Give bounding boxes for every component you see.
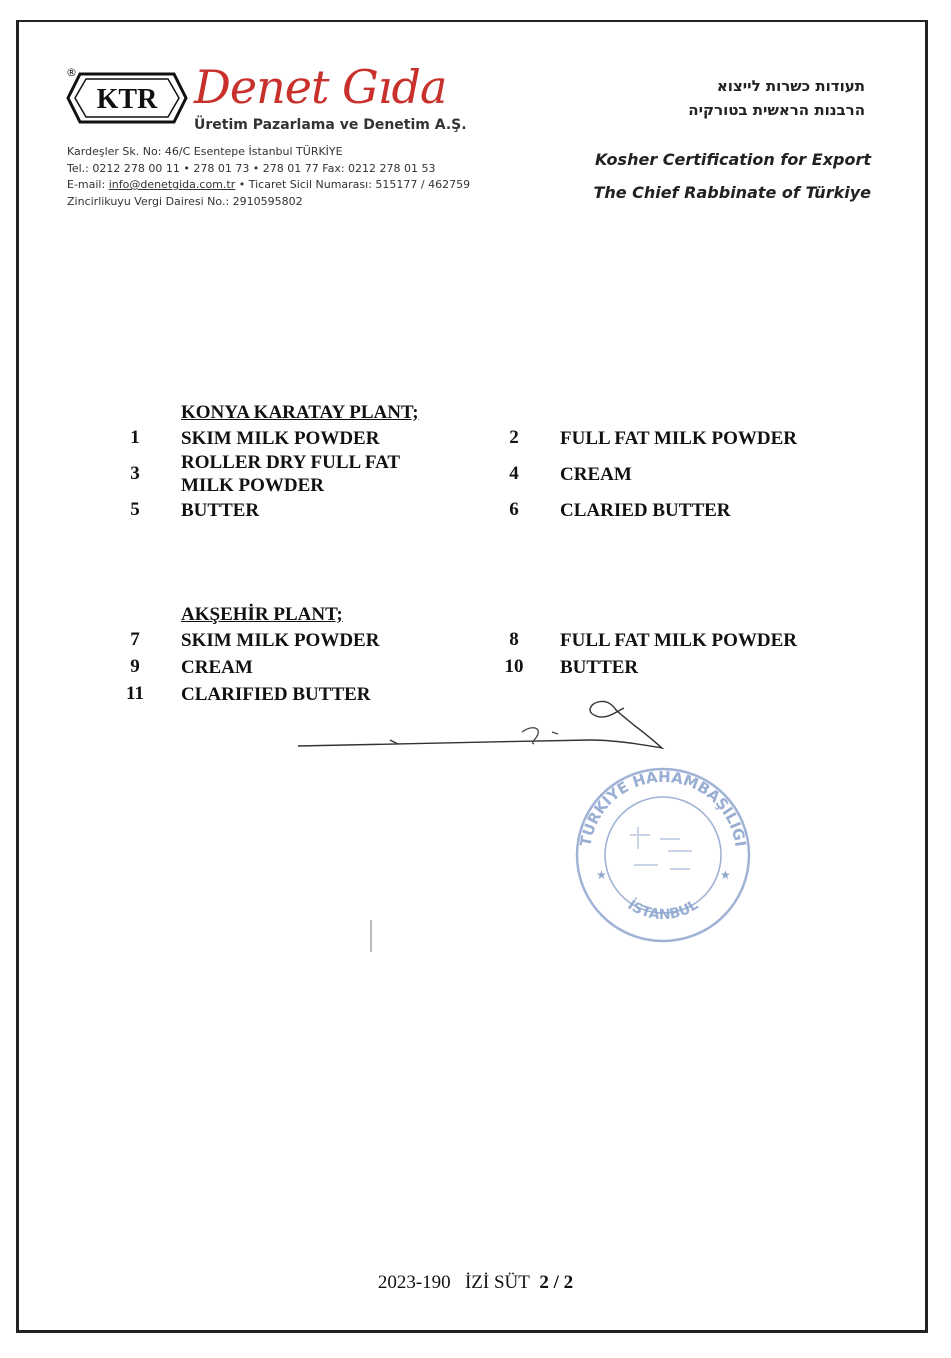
svg-text:★: ★ <box>720 868 731 882</box>
item-name: CREAM <box>181 657 253 678</box>
item-number: 10 <box>504 656 524 677</box>
hebrew-line-1: תעודות כשרות לייצוא <box>716 77 865 95</box>
item-name-line-1: ROLLER DRY FULL FAT <box>181 452 401 473</box>
address-line: Kardeşler Sk. No: 46/C Esentepe İstanbul TÜRKİYE <box>67 145 343 158</box>
item-number: 2 <box>509 427 519 448</box>
section-title-konya: KONYA KARATAY PLANT; <box>181 402 419 423</box>
registry-number: • Ticaret Sicil Numarası: 515177 / 462759 <box>235 178 471 191</box>
kosher-line-1: Kosher Certification for Export <box>595 150 871 169</box>
item-number: 6 <box>509 499 519 520</box>
kosher-line-2: The Chief Rabbinate of Türkiye <box>593 183 871 202</box>
item-name: CLARIED BUTTER <box>560 500 731 521</box>
item-number: 7 <box>130 629 140 650</box>
item-number: 11 <box>126 683 144 704</box>
company-address <box>67 144 470 210</box>
phone-line: Tel.: 0212 278 00 11 • 278 01 73 • 278 01 77 Fax: 0212 278 01 53 <box>67 161 436 175</box>
svg-text:İSTANBUL: İSTANBUL <box>624 897 702 924</box>
page-footer <box>0 1272 951 1294</box>
item-name: CREAM <box>560 464 632 485</box>
registered-mark: ® <box>66 66 77 79</box>
signature-icon <box>290 690 670 760</box>
email-label: E-mail: <box>67 178 109 191</box>
item-number: 8 <box>509 629 519 650</box>
section-title-aksehir: AKŞEHİR PLANT; <box>181 604 343 625</box>
item-number: 1 <box>130 427 140 448</box>
item-name: FULL FAT MILK POWDER <box>560 630 797 651</box>
item-name: CLARIFIED BUTTER <box>181 684 371 705</box>
item-name: FULL FAT MILK POWDER <box>560 428 797 449</box>
brand-name: Denet Gıda <box>194 60 447 114</box>
svg-text:TÜRKİYE HAHAMBAŞILIĞI: TÜRKİYE HAHAMBAŞILIĞI <box>576 767 750 848</box>
document-code: İZİ SÜT <box>464 1272 530 1293</box>
item-name: BUTTER <box>181 500 260 521</box>
kosher-heading <box>531 143 871 209</box>
ktr-logo-icon <box>66 66 188 130</box>
email-link[interactable]: info@denetgida.com.tr <box>108 178 236 191</box>
hebrew-line-2: הרבנות הראשית בטורקיה <box>688 101 865 119</box>
item-number: 5 <box>130 499 140 520</box>
tax-line: Zincirlikuyu Vergi Dairesi No.: 2910595802 <box>67 194 303 208</box>
email-line <box>67 177 470 194</box>
brand-subtitle: Üretim Pazarlama ve Denetim A.Ş. <box>194 117 467 133</box>
svg-text:★: ★ <box>596 868 607 882</box>
hebrew-heading <box>565 74 865 122</box>
item-name: SKIM MILK POWDER <box>181 630 380 651</box>
svg-text:KTR: KTR <box>96 84 158 115</box>
item-number: 4 <box>509 463 519 484</box>
item-number: 9 <box>130 656 140 677</box>
page-number: 2 / 2 <box>539 1272 574 1293</box>
item-number: 3 <box>130 463 140 484</box>
item-name <box>181 451 400 497</box>
rabbinate-seal-icon <box>568 765 758 945</box>
item-name-line-2: MILK POWDER <box>181 475 325 496</box>
item-name: BUTTER <box>560 657 639 678</box>
scan-mark <box>370 920 372 952</box>
item-name: SKIM MILK POWDER <box>181 428 380 449</box>
reference-number: 2023-190 <box>377 1272 451 1293</box>
